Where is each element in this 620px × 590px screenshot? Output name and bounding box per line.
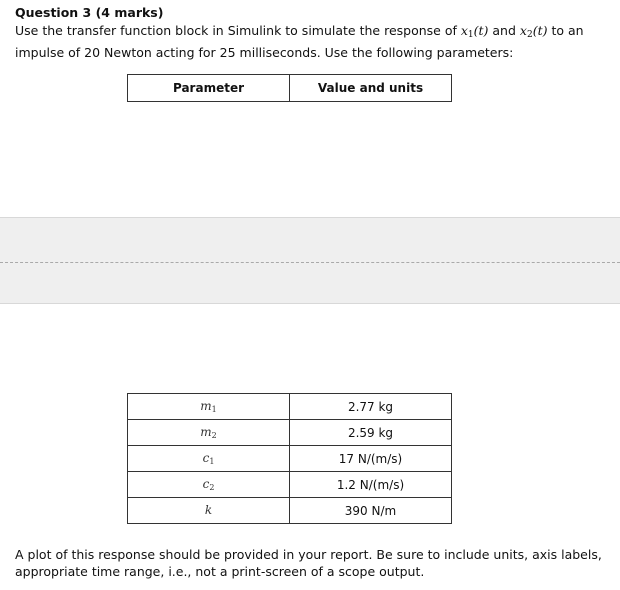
parameter-table-header [127,74,452,102]
question-text-part2: to an impulse of 20 Newton acting for 25 milliseconds. Use the following parameters: [15,23,584,60]
table-row [128,394,452,420]
param-value: 390 N/m [290,498,452,524]
footer-instructions: A plot of this response should be provided in your report. Be sure to include units, axis labels, appropriate time range, i.e., not a print-screen of a scope output. [15,547,602,579]
header-value-units: Value and units [290,75,452,102]
param-symbol: $c_1$ [128,446,290,472]
page-gap-band [0,217,620,304]
math-x2: $x_2(t)$ [519,23,548,40]
math-x1: $x_1(t)$ [460,23,489,40]
param-symbol: $c_2$ [128,472,290,498]
table-header-row [128,75,452,102]
table-row [128,446,452,472]
table-row [128,498,452,524]
question-text-part1: Use the transfer function block in Simulink to simulate the response of [15,23,461,38]
param-symbol: $m_1$ [128,394,290,420]
page-break-divider [0,262,620,263]
question-body [15,22,610,61]
header-parameter: Parameter [128,75,290,102]
param-value: 1.2 N/(m/s) [290,472,452,498]
param-value: 2.77 kg [290,394,452,420]
param-value: 17 N/(m/s) [290,446,452,472]
param-symbol: $m_2$ [128,420,290,446]
question-text-and: and [488,23,520,38]
question-title: Question 3 (4 marks) [15,5,164,20]
param-value: 2.59 kg [290,420,452,446]
param-symbol: k [128,498,290,524]
parameter-table-body [127,393,452,524]
table-row [128,472,452,498]
table-row [128,420,452,446]
